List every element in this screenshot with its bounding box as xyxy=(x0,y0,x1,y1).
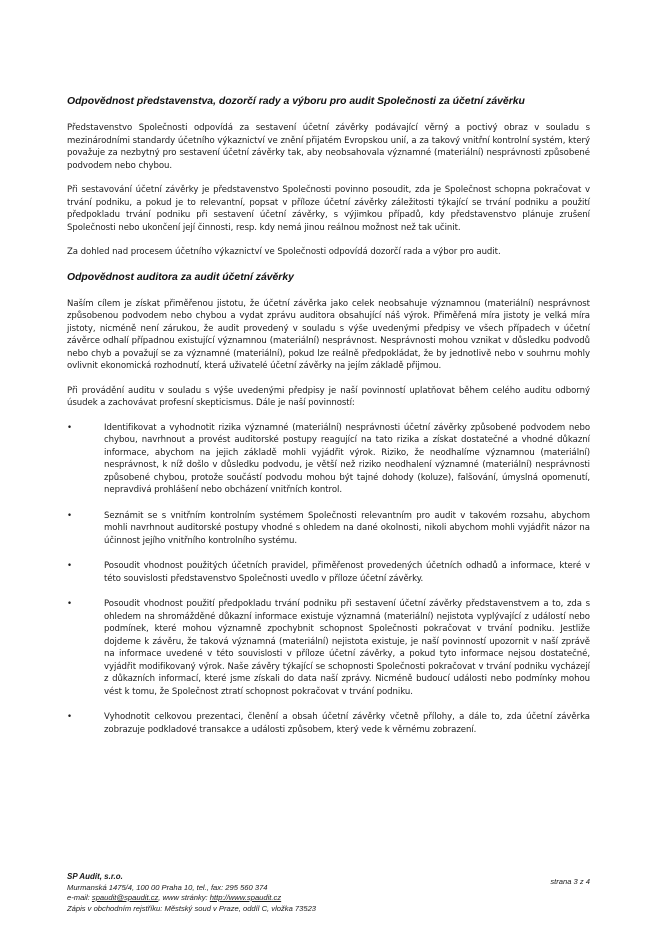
list-item xyxy=(67,422,590,497)
list-item-text: Vyhodnotit celkovou prezentaci, členění a obsah účetní závěrky včetně přílohy, a dále to, zda účetní závěrka zobrazuje podkladové transakce a události způsobem, který vede k věrnému zobrazení. xyxy=(104,712,590,735)
footer-registry: Zápis v obchodním rejstříku: Městský soud v Praze, oddíl C, vložka 73523 xyxy=(67,903,317,913)
auditor-duties-list xyxy=(67,422,590,737)
bullet-icon: • xyxy=(67,422,72,433)
list-item xyxy=(67,560,590,585)
footer-email-prefix: e-mail: xyxy=(67,893,92,902)
page-content xyxy=(67,95,590,749)
list-item-text: Posoudit vhodnost použitých účetních pravidel, přiměřenost provedených účetních odhadů a informace, které v této souvislosti představenstvo Společnosti uvedlo v příloze účetní závěrky. xyxy=(104,561,590,584)
list-item-text: Identifikovat a vyhodnotit rizika významné (materiální) nesprávnosti účetní závěrky způsobené podvodem nebo chybou, navrhnout a provést auditorské postupy reagující na tato rizika a získat dostatečné a vhodné důkazní informace, abychom na jejich základě mohli vyjádřit výrok. Riziko, že neodhalíme významnou (materiální) nesprávnost, k níž došlo v důsledku podvodu, je větší než riziko neodhalení významné (materiální) nesprávnosti způsobené chybou, protože součástí podvodu mohou být tajné dohody (koluze), falšování, úmyslná opomenutí, nepravdivá prohlášení nebo obcházení vnitřních kontrol. xyxy=(104,422,590,495)
footer-web-link[interactable]: http://www.spaudit.cz xyxy=(209,893,282,902)
bullet-icon: • xyxy=(67,599,72,609)
footer-email-link[interactable]: spaudit@spaudit.cz xyxy=(91,893,159,902)
bullet-icon: • xyxy=(67,712,72,722)
section-heading-auditor-responsibility: Odpovědnost auditora za audit účetní závěrky xyxy=(67,271,294,283)
paragraph: Při provádění auditu v souladu s výše uvedenými předpisy je naší povinností uplatňovat během celého auditu odborný úsudek a zachovávat profesní skepticismus. Dále je naší povinností: xyxy=(67,385,590,408)
list-item xyxy=(67,598,590,698)
footer-address: Murmanská 1475/4, 100 00 Praha 10, tel., fax: 295 560 374 xyxy=(67,882,268,892)
page-footer xyxy=(67,872,590,914)
paragraph: Naším cílem je získat přiměřenou jistotu, že účetní závěrka jako celek neobsahuje významnou (materiální) nesprávnost způsobenou podvodem nebo chybou a vydat zprávu auditora obsahující náš výrok. Přiměřená míra jistoty je velká míra jistoty, nicméně není zárukou, že audit provedený v souladu s výše uvedenými předpisy ve všech případech v účetní závěrce odhalí případnou existující významnou (materiální) nesprávnost. Nesprávnosti mohou vznikat v důsledku podvodů nebo chyb a považují se za významné (materiální), pokud lze reálně předpokládat, že by jednotlivě nebo v souhrnu mohly ovlivnit ekonomická rozhodnutí, která uživatelé účetní závěrky na jejím základě přijmou. xyxy=(67,298,590,371)
section-heading-board-responsibility: Odpovědnost představenstva, dozorčí rady a výboru pro audit Společnosti za účetní závěrku xyxy=(67,96,525,107)
paragraph: Představenstvo Společnosti odpovídá za sestavení účetní závěrky podávající věrný a poctivý obraz v souladu s mezinárodními standardy účetního výkaznictví ve znění přijatém Evropskou unií, a za takový vnitřní kontrolní systém, který považuje za nezbytný pro sestavení účetní závěrky tak, aby neobsahovala významné (materiální) nesprávnosti způsobené podvodem nebo chybou. xyxy=(67,123,590,171)
bullet-icon: • xyxy=(67,510,72,521)
footer-contact xyxy=(67,893,590,904)
list-item-text: Posoudit vhodnost použití předpokladu trvání podniku při sestavení účetní závěrky představenstvem a to, zda s ohledem na shromážděné důkazní informace existuje významná (materiální) nejistota vyplývající z událostí nebo podmínek, které mohou významně zpochybnit schopnost Společnosti pokračovat v trvání podniku. Jestliže dojdeme k závěru, že taková významná (materiální) nejistota existuje, je naší povinností upozornit v naší zprávě na informace uvedené v této souvislosti v příloze účetní závěrky, a pokud tyto informace nejsou dostatečné, vyjádřit modifikovaný výrok. Naše závěry týkající se schopnosti Společnosti pokračovat v trvání podniku vycházejí z důkazních informací, které jsme získali do data naší zprávy. Nicméně budoucí události nebo podmínky mohou vést k tomu, že Společnost ztratí schopnost pokračovat v trvání podniku. xyxy=(104,599,590,697)
list-item-text: Seznámit se s vnitřním kontrolním systémem Společnosti relevantním pro audit v takovém rozsahu, abychom mohli navrhnout auditorské postupy vhodné s ohledem na dané okolnosti, nikoli abychom mohli vyjádřit názor na účinnost jejího vnitřního kontrolního systému. xyxy=(104,510,590,546)
bullet-icon: • xyxy=(67,561,72,571)
footer-company-name: SP Audit, s.r.o. xyxy=(67,872,123,881)
list-item xyxy=(67,711,590,736)
paragraph: Při sestavování účetní závěrky je představenstvo Společnosti povinno posoudit, zda je Společnost schopna pokračovat v trvání podniku, a pokud je to relevantní, popsat v příloze účetní závěrky záležitosti týkající se trvání podniku a použití předpokladu trvání podniku při sestavení účetní závěrky, s výjimkou případů, kdy představenstvo plánuje zrušení Společnosti nebo ukončení její činnosti, resp. kdy nemá jinou reálnou možnost než tak učinit. xyxy=(67,185,590,233)
page-number: strana 3 z 4 xyxy=(550,877,590,886)
list-item xyxy=(67,510,590,548)
footer-web-prefix: , www stránky: xyxy=(158,893,210,902)
paragraph: Za dohled nad procesem účetního výkaznictví ve Společnosti odpovídá dozorčí rada a výbor pro audit. xyxy=(67,247,501,257)
